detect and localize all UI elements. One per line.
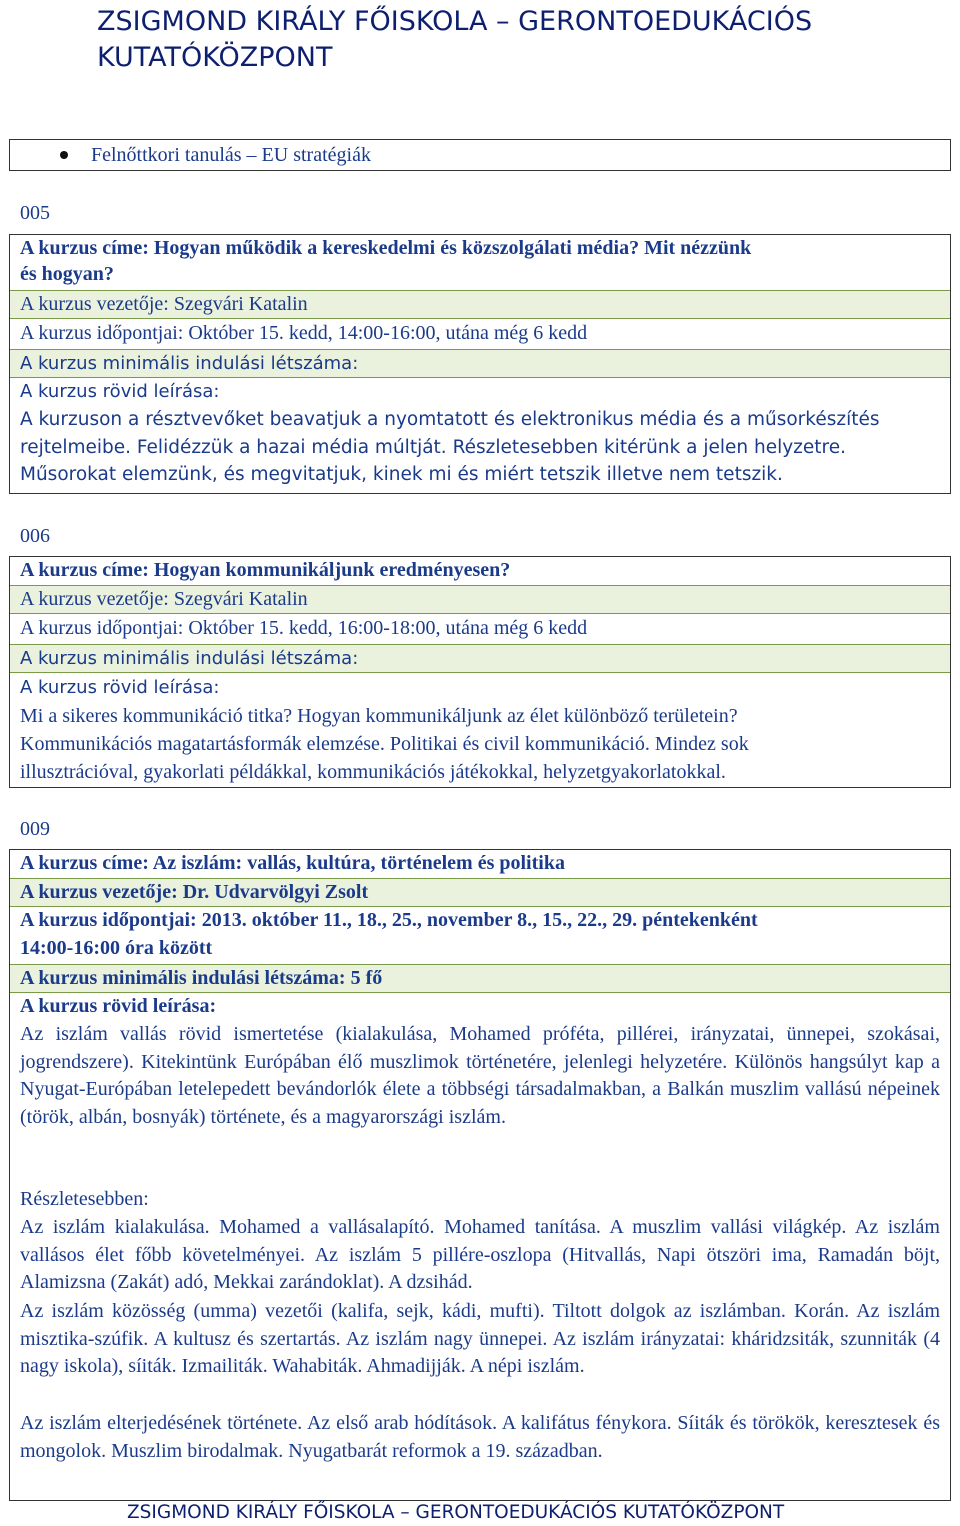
bullet-icon [60, 151, 68, 159]
course-box-005 [9, 234, 951, 494]
details-paragraph: Az iszlám kialakulása. Mohamed a vallásalapító. Mohamed tanítása. A muszlim vallási világkép. Az iszlám vallásos élet főbb követelményei. Az iszlám 5 pillére-oszlopa (Hitvallás, Napi ötszöri ima, Ramadán böjt, Alamizsna (Zakát) adó, Mekkai zarándoklat). A dzsihád. [20, 1216, 940, 1293]
course-dates: A kurzus időpontjai: Október 15. kedd, 16:00-18:00, utána még 6 kedd [20, 617, 588, 639]
course-leader: A kurzus vezetője: Dr. Udvarvölgyi Zsolt [10, 878, 950, 907]
course-description [20, 406, 940, 489]
course-desc-label: A kurzus rövid leírása: [20, 995, 217, 1017]
course-min-participants: A kurzus minimális indulási létszáma: [10, 644, 950, 673]
course-title: A kurzus címe: Hogyan működik a kereskedelmi és közszolgálati média? Mit nézzünk [20, 237, 752, 259]
course-number: 009 [20, 818, 50, 840]
course-desc-label: A kurzus rövid leírása: [20, 677, 220, 698]
desc-line: A kurzuson a résztvevőket beavatjuk a nyomtatott és elektronikus média és a műsorkészítés [20, 409, 880, 430]
course-desc-label: A kurzus rövid leírása: [20, 381, 220, 402]
course-box-009 [9, 849, 951, 1501]
page-header [97, 4, 897, 76]
course-leader: A kurzus vezetője: Szegvári Katalin [10, 585, 950, 614]
course-min-participants: A kurzus minimális indulási létszáma: [10, 349, 950, 378]
course-description: Az iszlám vallás rövid ismertetése (kialakulása, Mohamed próféta, pillérei, irányzatai, ünnepei, szokásai, jogrendszere). Kitekintünk Európában élő muszlimok történetére, jelenlegi helyzetére. Különös hangsúlyt kap a Nyugat-Európában letelepedett bevándorlók élete a többségi társadalmakban, a Balkán muszlim vallású népeinek (török, albán, bosnyák) története, és a magyarországi iszlám. [20, 1023, 940, 1128]
course-number: 005 [20, 202, 50, 224]
header-line-1: ZSIGMOND KIRÁLY FŐISKOLA – GERONTOEDUKÁCIÓS [97, 6, 813, 37]
course-leader: A kurzus vezetője: Szegvári Katalin [10, 290, 950, 319]
course-title: A kurzus címe: Hogyan kommunikáljunk eredményesen? [20, 559, 511, 581]
course-title: A kurzus címe: Az iszlám: vallás, kultúra, történelem és politika [20, 852, 565, 874]
course-box-006 [9, 556, 951, 788]
desc-line: rejtelmeibe. Felidézzük a hazai média múltját. Részletesebben kitérünk a jelen helyzetre. [20, 436, 846, 458]
desc-line: Kommunikációs magatartásformák elemzése. Politikai és civil kommunikáció. Mindez sok [20, 733, 749, 755]
desc-line: Mi a sikeres kommunikáció titka? Hogyan kommunikáljunk az élet különböző területein? [20, 705, 738, 727]
course-dates: A kurzus időpontjai: 2013. október 11., 18., 25., november 8., 15., 22., 29. péntekenként [20, 909, 758, 931]
details-label: Részletesebben: [20, 1188, 149, 1210]
desc-line: illusztrációval, gyakorlati példákkal, kommunikációs játékokkal, helyzetgyakorlatokkal. [20, 761, 726, 783]
bullet-box [9, 139, 951, 171]
course-number: 006 [20, 525, 50, 547]
bullet-text: Felnőttkori tanulás – EU stratégiák [91, 143, 371, 166]
course-min-participants: A kurzus minimális indulási létszáma: 5 fő [10, 964, 950, 993]
course-dates-cont: 14:00-16:00 óra között [20, 937, 213, 959]
page-footer: ZSIGMOND KIRÁLY FŐISKOLA – GERONTOEDUKÁCIÓS KUTATÓKÖZPONT [127, 1502, 785, 1523]
details-paragraph: Az iszlám elterjedésének története. Az első arab hódítások. A kalifátus fénykora. Síiták és törökök, keresztesek és mongolok. Muszlim birodalmak. Nyugatbarát reformok a 19. században. [20, 1412, 940, 1462]
course-title-cont: és hogyan? [20, 263, 114, 285]
course-description [20, 702, 940, 786]
desc-line: Műsorokat elemzünk, és megvitatjuk, kinek mi és miért tetszik illetve nem tetszik. [20, 464, 783, 485]
header-line-2: KUTATÓKÖZPONT [97, 42, 333, 73]
course-dates: A kurzus időpontjai: Október 15. kedd, 14:00-16:00, utána még 6 kedd [20, 322, 588, 344]
details-paragraph: Az iszlám közösség (umma) vezetői (kalifa, sejk, kádi, mufti). Tiltott dolgok az iszlámban. Korán. Az iszlám misztika-szúfik. A kultusz és szertartás. Az iszlám nagy ünnepei. Az iszlám irányzatai: kháridzsiták, szunniták (4 nagy iskola), síiták. Izmailiták. Wahabiták. Ahmadijják. A népi iszlám. [20, 1300, 940, 1377]
